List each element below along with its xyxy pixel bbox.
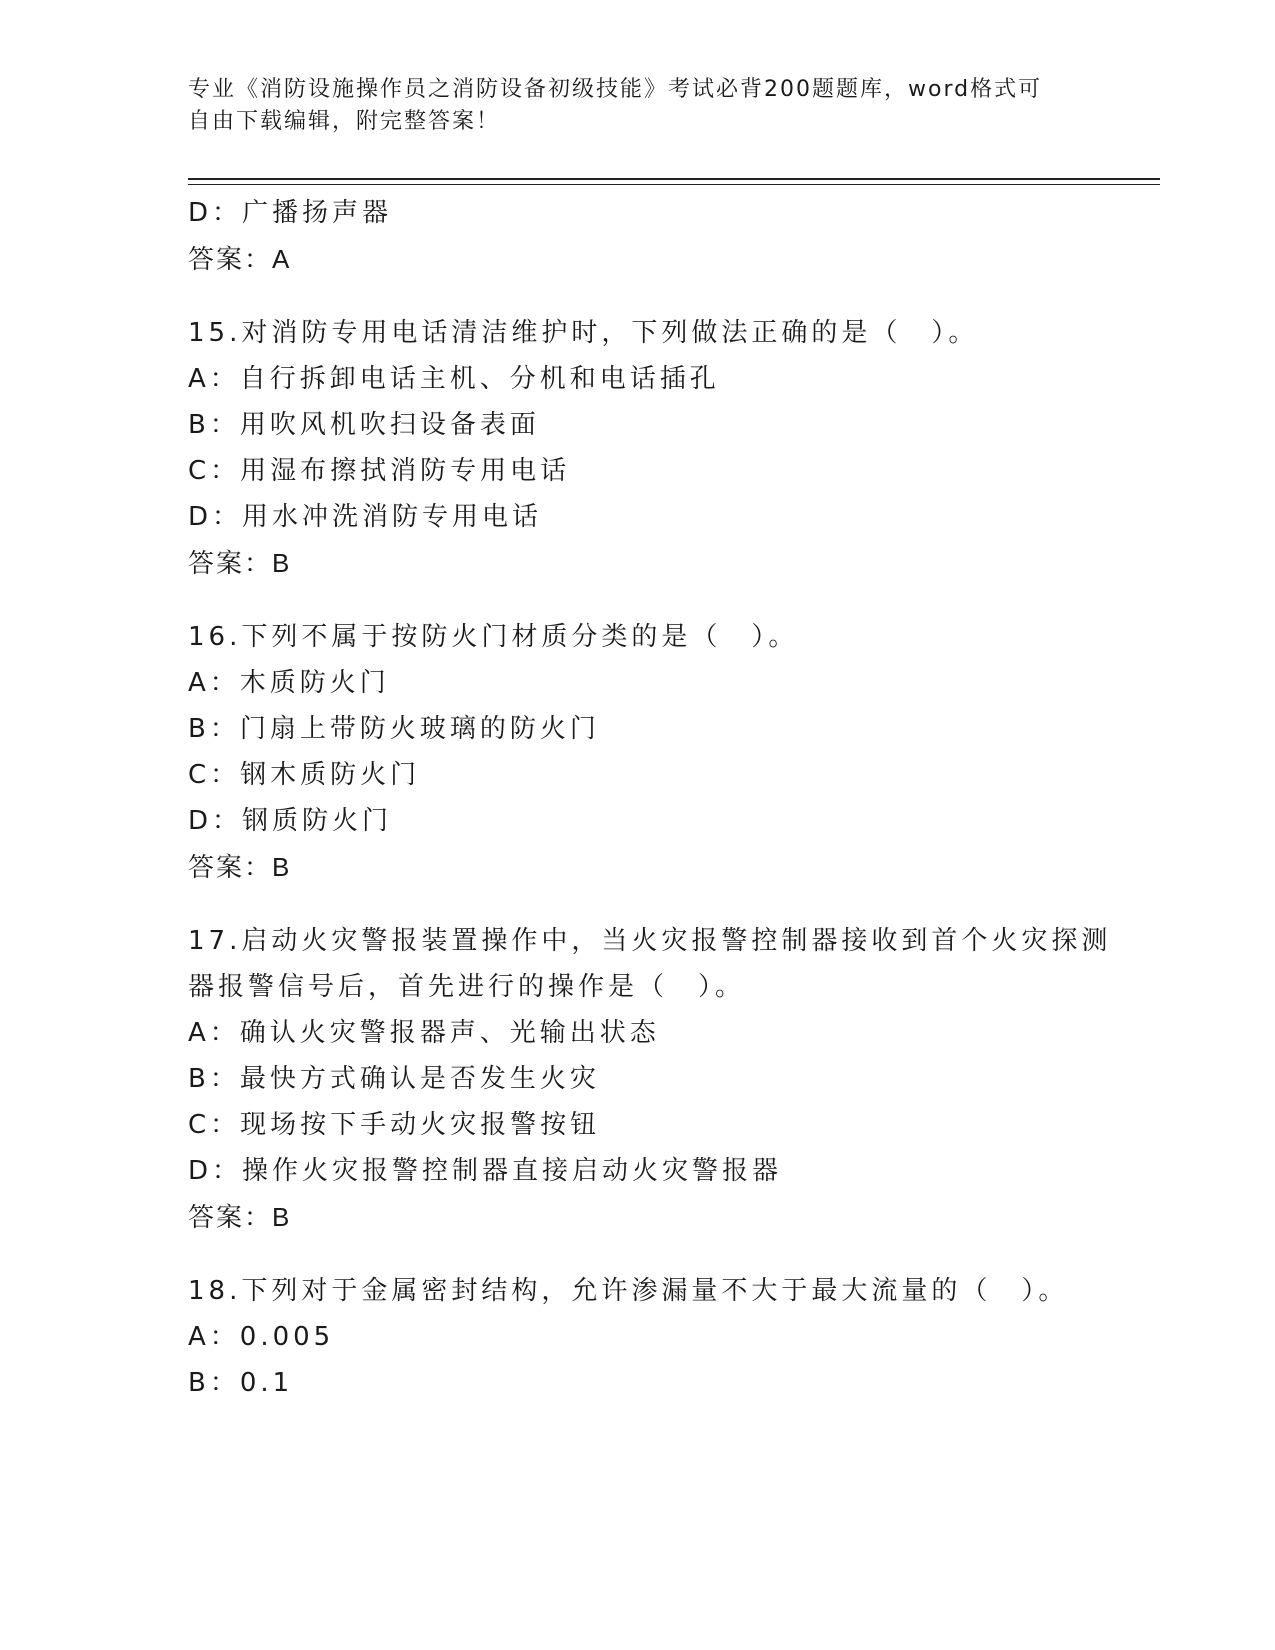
option-d: D：用水冲洗消防专用电话 [188,502,543,532]
option-b: B：门扇上带防火玻璃的防火门 [188,714,600,744]
question-text: 15.对消防专用电话清洁维护时，下列做法正确的是（ ）。 [188,318,979,348]
option-d: D：操作火灾报警控制器直接启动火灾警报器 [188,1156,783,1186]
previous-question-tail [188,190,1088,282]
header-divider-thin [188,184,1160,185]
answer-line: 答案：B [188,1202,292,1232]
question-16 [188,614,1088,890]
question-text-line-2: 器报警信号后，首先进行的操作是（ ）。 [188,972,746,1002]
question-content [188,190,1112,1406]
option-b: B：最快方式确认是否发生火灾 [188,1064,600,1094]
option-b: B：0.1 [188,1368,294,1398]
option-c: C：现场按下手动火灾报警按钮 [188,1110,601,1140]
option-a: A：确认火灾警报器声、光输出状态 [188,1018,660,1048]
option-a: A：0.005 [188,1322,335,1352]
question-text-line-1: 17.启动火灾警报装置操作中，当火灾报警控制器接收到首个火灾探测 [188,926,1112,956]
option-b: B：用吹风机吹扫设备表面 [188,410,540,440]
answer-line: 答案：A [188,244,292,274]
option-c: C：钢木质防火门 [188,760,421,790]
header-line-1: 专业《消防设施操作员之消防设备初级技能》考试必背200题题库，word格式可 [188,77,1043,102]
option-a: A：自行拆卸电话主机、分机和电话插孔 [188,364,720,394]
answer-line: 答案：B [188,852,292,882]
option-d: D：钢质防火门 [188,806,393,836]
question-18 [188,1268,1088,1406]
question-text: 18.下列对于金属密封结构，允许渗漏量不大于最大流量的（ ）。 [188,1276,1069,1306]
header-divider-thick [188,178,1160,180]
document-header [188,74,1068,138]
option-a: A：木质防火门 [188,668,390,698]
option-c: C：用湿布擦拭消防专用电话 [188,456,571,486]
question-17 [188,918,1112,1240]
header-line-2: 自由下载编辑，附完整答案！ [188,109,501,134]
question-15 [188,310,1088,586]
answer-line: 答案：B [188,548,292,578]
question-text: 16.下列不属于按防火门材质分类的是（ ）。 [188,622,799,652]
option-d: D：广播扬声器 [188,198,393,228]
